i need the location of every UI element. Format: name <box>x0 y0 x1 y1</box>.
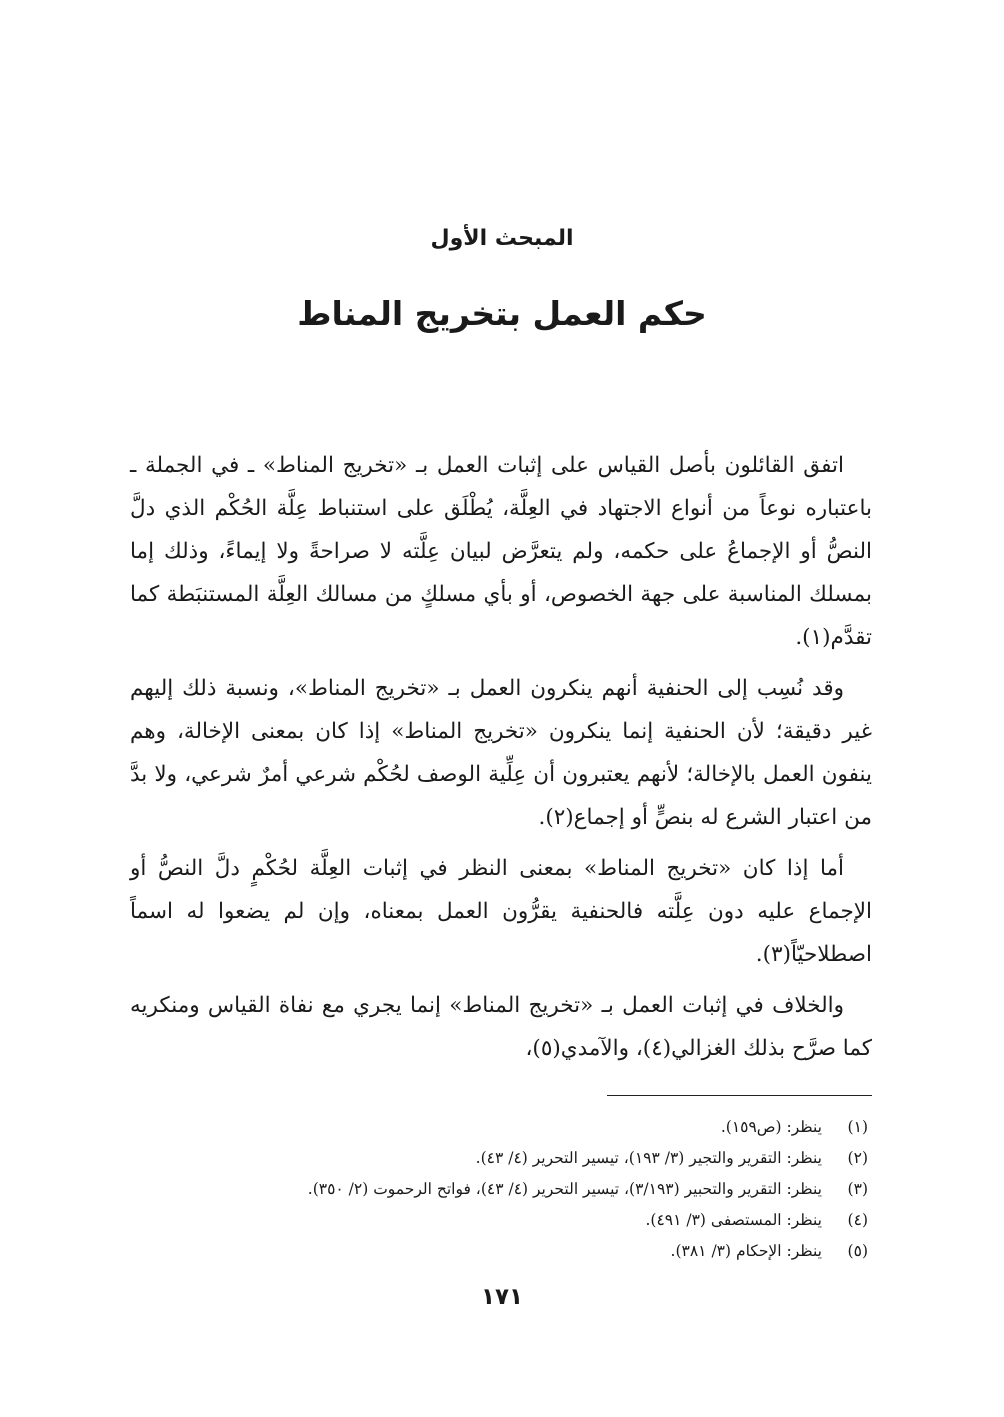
body-text <box>130 444 872 1078</box>
footnote <box>130 1236 872 1267</box>
paragraph: أما إذا كان «تخريج المناط» بمعنى النظر في إثبات العِلَّة لحُكْمٍ دلَّ النصُّ أو الإجماع عليه دون عِلَّته فالحنفية يقرُّون العمل بمعناه، وإن لم يضعوا له اسماً اصطلاحيّاً(٣). <box>130 856 872 967</box>
paragraph: وقد نُسِب إلى الحنفية أنهم ينكرون العمل بـ «تخريج المناط»، ونسبة ذلك إليهم غير دقيقة؛ لأن الحنفية إنما ينكرون «تخريج المناط» إذا كان بمعنى الإخالة، وهم ينفون العمل بالإخالة؛ لأنهم يعتبرون أن عِلِّية الوصف لحُكْم شرعي أمرٌ شرعي، ولا بدَّ من اعتبار الشرع له بنصٍّ أو إجماع(٢). <box>130 676 872 830</box>
footnote-text: ينظر: الإحكام (٣/ ٣٨١). <box>670 1242 822 1260</box>
paragraph: اتفق القائلون بأصل القياس على إثبات العمل بـ «تخريج المناط» ـ في الجملة ـ باعتباره نوعاً من أنواع الاجتهاد في العِلَّة، يُطْلَق على استنباط عِلَّة الحُكْم الذي دلَّ النصُّ أو الإجماعُ على حكمه، ولم يتعرَّض لبيان عِلَّته لا صراحةً ولا إيماءً، وذلك إما بمسلك المناسبة على جهة الخصوص، أو بأي مسلكٍ من مسالك العِلَّة المستنبَطة كما تقدَّم(١). <box>130 453 872 650</box>
footnote-number: (٥) <box>847 1242 868 1260</box>
footnote-text: ينظر: التقرير والتحبير (٣/١٩٣)، تيسير التحرير (٤/ ٤٣)، فواتح الرحموت (٢/ ٣٥٠). <box>307 1180 822 1198</box>
footnote-divider <box>607 1095 872 1096</box>
footnote-text: ينظر: (ص١٥٩). <box>720 1118 822 1136</box>
footnote-text: ينظر: التقرير والتجير (٣/ ١٩٣)، تيسير التحرير (٤/ ٤٣). <box>475 1149 822 1167</box>
footnotes <box>130 1112 872 1267</box>
footnote-number: (١) <box>847 1118 868 1136</box>
section-label: المبحث الأول <box>430 226 574 251</box>
footnote-number: (٣) <box>847 1180 868 1198</box>
footnote-text: ينظر: المستصفى (٣/ ٤٩١). <box>645 1211 822 1229</box>
footnote-number: (٤) <box>847 1211 868 1229</box>
page-number: ١٧١ <box>480 1284 524 1310</box>
footnote-number: (٢) <box>847 1149 868 1167</box>
footnote <box>130 1174 872 1205</box>
paragraph: والخلاف في إثبات العمل بـ «تخريج المناط» إنما يجري مع نفاة القياس ومنكريه كما صرَّح بذلك الغزالي(٤)، والآمدي(٥)، <box>130 993 872 1061</box>
footnote <box>130 1205 872 1236</box>
footnote <box>130 1112 872 1143</box>
chapter-title: حكم العمل بتخريج المناط <box>297 294 707 333</box>
footnote <box>130 1143 872 1174</box>
